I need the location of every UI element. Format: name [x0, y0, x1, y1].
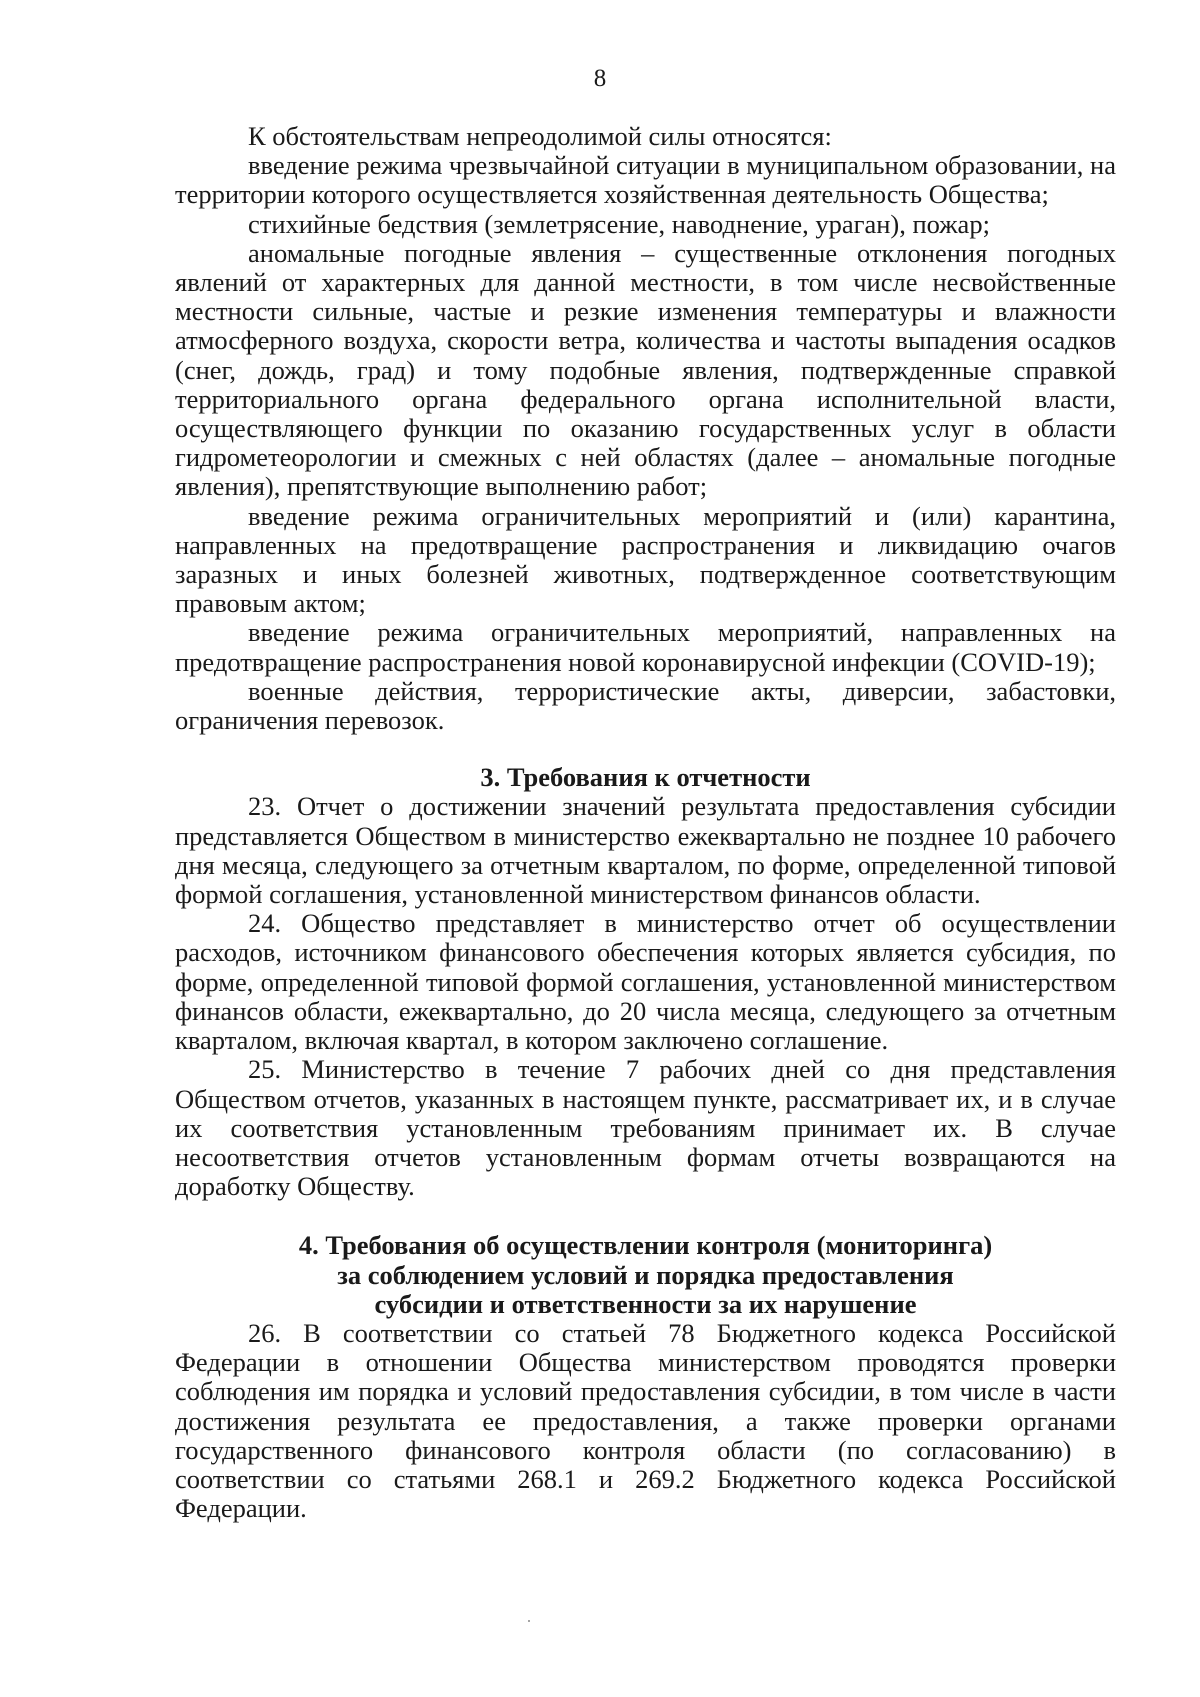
document-body: [175, 122, 1116, 1523]
scan-dot: [528, 1620, 530, 1622]
force-majeure-item: военные действия, террористические акты, диверсии, забастовки, ограничения перевозок.: [175, 675, 1116, 736]
clause-24: 24. Общество представляет в министерство отчет об осуществлении расходов, источником финансового обеспечения которых является субсидия, по форме, определенной типовой формой соглашения, установленной министерством финансов области, ежеквартально, до 20 числа месяца, следующего за отчетным кварталом, включая квартал, в котором заключено соглашение.: [175, 908, 1116, 1056]
force-majeure-item: аномальные погодные явления – существенные отклонения погодных явлений от характерных для данной местности, в том числе несвойственные местности сильные, частые и резкие изменения температуры и влажности атмосферного воздуха, скорости ветра, количества и частоты выпадения осадков (снег, дождь, град) и тому подобные явления, подтвержденные справкой территориального органа федерального органа исполнительной власти, осуществляющего функции по оказанию государственных услуг в области гидрометеорологии и смежных с ней областях (далее – аномальные погодные явления), препятствующие выполнению работ;: [175, 237, 1116, 502]
page-number: 8: [593, 65, 607, 92]
section-3-heading: 3. Требования к отчетности: [480, 762, 811, 793]
clause-25: 25. Министерство в течение 7 рабочих дней со дня представления Обществом отчетов, указанных в настоящем пункте, рассматривает их, и в случае их соответствия установленным требованиям принимает их. В случае несоответствия отчетов установленным формам отчеты возвращаются на доработку Обществу.: [175, 1054, 1116, 1202]
force-majeure-item: введение режима чрезвычайной ситуации в муниципальном образовании, на территории которого осуществляется хозяйственная деятельность Общества;: [175, 150, 1116, 210]
force-majeure-item: стихийные бедствия (землетрясение, наводнение, ураган), пожар;: [248, 208, 990, 239]
force-majeure-item: введение режима ограничительных мероприятий, направленных на предотвращение распространения новой коронавирусной инфекции (COVID-19);: [175, 617, 1116, 677]
section-4-heading-line: субсидии и ответственности за их нарушение: [374, 1288, 917, 1319]
force-majeure-item: введение режима ограничительных мероприятий и (или) карантина, направленных на предотвращение распространения и ликвидацию очагов заразных и иных болезней животных, подтвержденное соответствующим правовым актом;: [175, 500, 1116, 619]
clause-26: 26. В соответствии со статьей 78 Бюджетного кодекса Российской Федерации в отношении Общества министерством проводятся проверки соблюдения им порядка и условий предоставления субсидии, в том числе в части достижения результата ее предоставления, а также проверки органами государственного финансового контроля области (по согласованию) в соответствии со статьями 268.1 и 269.2 Бюджетного кодекса Российской Федерации.: [175, 1317, 1116, 1524]
intro-lead: К обстоятельствам непреодолимой силы относятся:: [248, 121, 832, 151]
spacer: [175, 1201, 1116, 1231]
section-4-heading-line: за соблюдением условий и порядка предоставления: [337, 1259, 954, 1290]
section-4-heading: [175, 1231, 1116, 1319]
spacer: [175, 735, 1116, 763]
clause-23: 23. Отчет о достижении значений результата предоставления субсидии представляется Обществом в министерство ежеквартально не позднее 10 рабочего дня месяца, следующего за отчетным кварталом, по форме, определенной типовой формой соглашения, установленной министерством финансов области.: [175, 791, 1116, 910]
section-4-heading-line: 4. Требования об осуществлении контроля (мониторинга): [298, 1230, 993, 1261]
